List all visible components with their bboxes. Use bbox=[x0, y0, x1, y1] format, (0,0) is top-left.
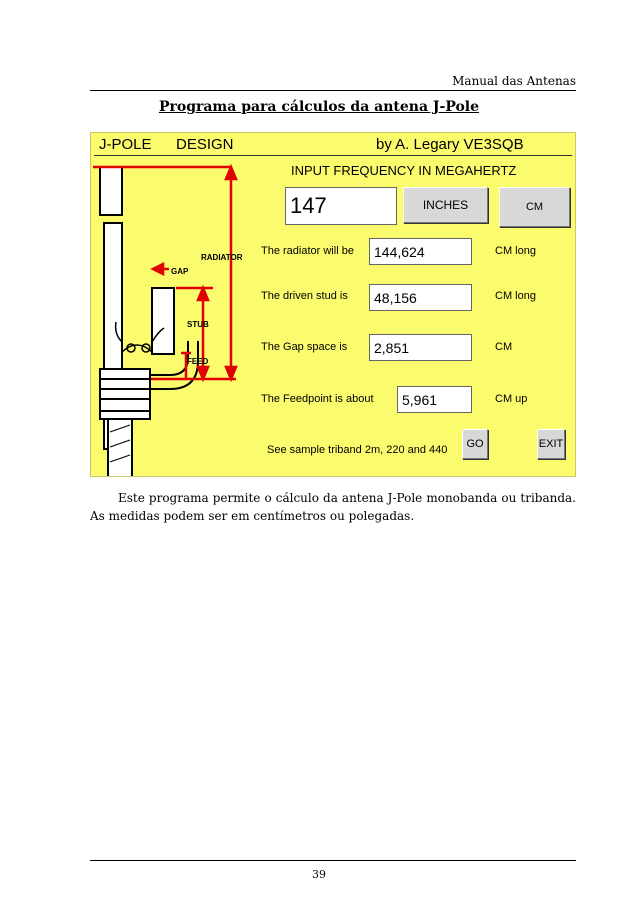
header-rule bbox=[90, 90, 576, 91]
feedpoint-result-label: The Feedpoint is about bbox=[261, 393, 374, 405]
stub-pipe bbox=[152, 288, 174, 354]
jpole-app-window bbox=[90, 132, 576, 477]
gap-result-unit: CM bbox=[495, 341, 513, 353]
stud-result-label: The driven stud is bbox=[261, 290, 348, 302]
stud-result-unit: CM long bbox=[495, 290, 536, 302]
stud-result-value: 48,156 bbox=[369, 284, 472, 311]
title-rule bbox=[94, 155, 572, 156]
radiator-result-label: The radiator will be bbox=[261, 245, 354, 257]
gap-result-value: 2,851 bbox=[369, 334, 472, 361]
feedpoint-result-unit: CM up bbox=[495, 393, 528, 405]
body-paragraph: Este programa permite o cálculo da antena J-Pole monobanda ou tribanda. As medidas podem ser em centímetros ou polegadas. bbox=[90, 491, 576, 523]
frequency-input[interactable]: 147 bbox=[285, 187, 397, 225]
radiator-result-unit: CM long bbox=[495, 245, 536, 257]
feedpoint-result-value: 5,961 bbox=[397, 386, 472, 413]
radiator-result-value: 144,624 bbox=[369, 238, 472, 265]
footer-rule bbox=[90, 860, 576, 861]
radiator-label: RADIATOR bbox=[201, 253, 243, 262]
sample-triband-text: See sample triband 2m, 220 and 440 bbox=[267, 444, 448, 456]
gap-result-label: The Gap space is bbox=[261, 341, 348, 353]
feed-label: FEED bbox=[187, 357, 209, 366]
frequency-caption: INPUT FREQUENCY IN MEGAHERTZ bbox=[291, 163, 517, 178]
inches-button[interactable]: INCHES bbox=[403, 187, 488, 223]
app-title-design: DESIGN bbox=[176, 136, 234, 153]
exit-button[interactable]: EXIT bbox=[537, 429, 565, 459]
section-title: Programa para cálculos da antena J-Pole bbox=[158, 99, 480, 115]
app-title-jpole: J-POLE bbox=[99, 136, 152, 153]
stub-label: STUB bbox=[187, 320, 209, 329]
page-number: 39 bbox=[312, 868, 326, 881]
cm-button[interactable]: CM bbox=[499, 187, 570, 227]
go-button[interactable]: GO bbox=[462, 429, 488, 459]
body-text bbox=[90, 489, 576, 525]
app-title-author: by A. Legary VE3SQB bbox=[376, 136, 524, 153]
jpole-diagram bbox=[91, 157, 261, 477]
running-head: Manual das Antenas bbox=[452, 74, 576, 88]
gap-label: GAP bbox=[171, 267, 189, 276]
